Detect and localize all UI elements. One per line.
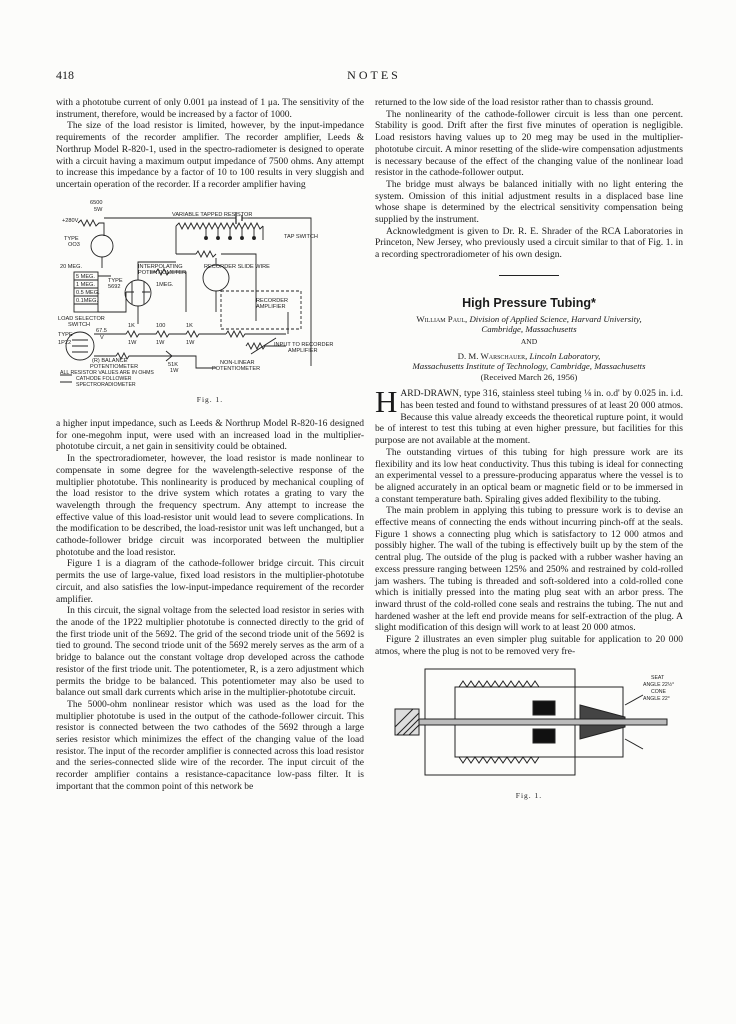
- fig-label: TYPE: [58, 331, 73, 338]
- left-column: [56, 97, 364, 793]
- paragraph: a higher input impedance, such as Leeds & Northrup Model R-820-16 designed for one-megohm input, were used with an increased load in the multiplier-phototube circuit, a net gain in sensitivity could be obtained.: [56, 418, 364, 453]
- fig-label: POTENTIOMETER: [212, 365, 261, 372]
- fig-label: RECORDER: [256, 297, 289, 304]
- article-title: High Pressure Tubing*: [462, 295, 596, 310]
- fig-label: 67.5: [96, 327, 107, 334]
- fig-label: 5W: [94, 206, 103, 213]
- fig-label: 1P22: [58, 339, 72, 346]
- paragraph: The 5000-ohm nonlinear resistor which was used as the load for the multiplier phototube is used in the output of the cathode-follower circuit. This resistor is connected between the two cathodes of the 5692 through a large series resistor which minimizes the effect of the changing value of the load resistor. The input of the recorder amplifier is connected across this load resistor and the series-connected slide wire of the recorder. The input circuit of the recorder amplifier contains a resistance-capacitance low-pass filter. It is important that the common point of this network be: [56, 698, 364, 792]
- paragraph: Figure 1 is a diagram of the cathode-follower bridge circuit. This circuit permits the use of large-value, fixed load resistors in the multiplier-phototube circuit, and also satisfies the low-input-impedance requirement of the recorder amplifier.: [56, 558, 364, 605]
- fig-label: SEAT: [651, 675, 665, 682]
- paragraph: Acknowledgment is given to Dr. R. E. Shrader of the RCA Laboratories in Princeton, New Jersey, who previously used a circuit similar to that of Fig. 1. in a recording spectroradiometer of his own design.: [375, 225, 683, 261]
- paragraph: In this circuit, the signal voltage from the selected load resistor in series with the anode of the 1P22 multiplier phototube is connected directly to the grid of the first triode unit of the 5692. The grid of the second triode unit of the 5692 is tied to ground. The second triode unit of the 5692 merely serves as the arm of a bridge to balance out the constant voltage drop developed across the cathode resistor of the first triode unit. The potentiometer, R, is a zero adjustment which permits the bridge to be balanced. This potentiometer may also be used to balance out small dark currents which arise in the multiplier-phototube circuit.: [56, 605, 364, 699]
- paragraph: The bridge must always be balanced initially with no light entering the system. Omission of this initial adjustment results in a displaced base line whose shape is determined by the electrical sensitivity compensation being supplied by the instrument.: [375, 178, 683, 226]
- running-title: NOTES: [347, 68, 401, 82]
- fig-label: 1W: [156, 339, 165, 346]
- paragraph: returned to the low side of the load resistor rather than to chassis ground.: [375, 97, 654, 108]
- fig-label: 5 MEG.: [76, 273, 95, 280]
- paragraph: The size of the load resistor is limited, however, by the input-impedance requirements of the recorder amplifier. The recorder amplifier, Leeds & Northrup Model R-820-1, used in the spectro-radiometer is designed to operate with a circuit having a maximum output impedance of 7500 ohms. Any attempt to increase this impedance by a factor of 10 to 100 results in very sluggish and uncertain operation of the recorder. If a recorder amplifier having: [56, 120, 364, 190]
- and-separator: AND: [520, 337, 538, 347]
- fig-label: NON-LINEAR: [220, 359, 255, 366]
- plug-diagram-figure: [375, 665, 683, 787]
- page-number: 418: [56, 68, 74, 82]
- paragraph: In the spectroradiometer, however, the load resistor is made nonlinear to compensate in some degree for the wavelength-selective response of the multiplier phototube. This nonlinearity is produced by mechanical coupling of the load resistor to the drive system which rotates a grating to vary the wavelength through the frequency spectrum. Any attempt to increase the effective value of this load-resistor unit would lead to severe complications. In the modification to be described, the load-resistor unit was left unchanged, but a cathode-follower bridge circuit was incorporated between the multiplier phototube and the load resistor.: [56, 453, 364, 558]
- fig-label: 1 MEG.: [76, 281, 95, 288]
- author-affiliation: Cambridge, Massachusetts: [481, 323, 577, 334]
- fig-label: TYPE: [108, 277, 123, 284]
- fig-label: ANGLE 22½°: [643, 682, 675, 689]
- fig-label: LOAD SELECTOR: [58, 315, 105, 322]
- fig-label: 1W: [128, 339, 137, 346]
- figure-caption: Fig. 1.: [515, 791, 543, 801]
- fig-label: 1W: [170, 367, 179, 374]
- fig-label: 0.5 MEG.: [76, 289, 100, 296]
- author-name: William Paul,: [416, 313, 468, 324]
- received-date: (Received March 26, 1956): [480, 371, 578, 382]
- fig-label: 100: [156, 322, 166, 329]
- fig-label: CATHODE FOLLOWER: [76, 375, 132, 382]
- page-header: [56, 68, 692, 84]
- fig-label: AMPLIFIER: [288, 347, 318, 354]
- paragraph: The main problem in applying this tubing to pressure work is to devise an effective means of connecting the ends without incurring pinch-off at the seals. Figure 1 shows a connecting plug which is satisfactory to 12 000 atmos and possibly higher. The wall of the tubing is effectively built up by the stem of the central plug. The outside of the plug is packed with a rubber washer having an excess pressure ranging between 125% and 250% and restrained by cold-rolled jam washers. The tubing is threaded and soft-soldered into a cold-rolled cone which is initially pressed into the mating plug seat with an arbor press. The inward thrust of the cold-rolled cone seals and restrains the tubing. The nut and hardened washer at the left end provide means for self-extraction of the plug. A slight modification of this design will work to at least 20 000 atmos.: [375, 505, 683, 634]
- author-affiliation: Massachusetts Institute of Technology, Cambridge, Massachusetts: [412, 361, 646, 372]
- fig-label: SWITCH: [68, 321, 91, 328]
- fig-label: TAP SWITCH: [284, 233, 318, 240]
- paragraph: The nonlinearity of the cathode-follower circuit is less than one percent. Stability is good. Drift after the first five minutes of operation is negligible. Load resistors having values up to 20 meg may be used in the multiplier-phototube circuit. A minor resetting of the slide-wire compensation adjustments is necessary because of the effect of the changing value of the nonlinear load resistor in the cathode-follower output.: [375, 108, 683, 179]
- fig-label: POTENTIOMETER: [90, 363, 139, 370]
- fig-label: +280V: [62, 217, 79, 224]
- fig-label: 1MEG.: [156, 281, 174, 288]
- author-block: [375, 314, 683, 372]
- fig-label: VARIABLE TAPPED RESISTOR: [172, 211, 253, 218]
- fig-label: POTENTIOMETER: [138, 269, 187, 276]
- circuit-diagram: [56, 196, 364, 388]
- fig-label: ALL RESISTOR VALUES ARE IN OHMS: [60, 369, 154, 376]
- section-divider: [499, 275, 559, 276]
- author-name: D. M. Warschauer,: [457, 350, 528, 361]
- fig-label: 5692: [108, 283, 121, 290]
- fig-label: 20 MEG.: [60, 263, 83, 270]
- paragraph: The outstanding virtues of this tubing for high pressure work are its flexibility and its low heat conductivity. Thus this tubing is ideal for connecting an experimental vessel to a pressure-producing apparatus where the vessel is to be aligned accurately in an optical beam or magnetic field or to be immersed in a constant temperature bath. Spiraling gives added flexibility to the tubing.: [375, 446, 683, 505]
- paragraph: Figure 2 illustrates an even simpler plug suitable for application to 20 000 atmos, where the plug is not to be removed very fre-: [375, 634, 683, 657]
- fig-label: INPUT TO RECORDER: [274, 341, 334, 348]
- drop-cap: H: [375, 384, 398, 420]
- fig-label: ANGLE 22°: [643, 696, 670, 703]
- fig-label: 0.1MEG.: [76, 297, 99, 304]
- fig-label: V: [100, 334, 104, 341]
- circuit-diagram-figure: [56, 196, 364, 392]
- fig-label: 1W: [186, 339, 195, 346]
- paragraph-text: ARD-DRAWN, type 316, stainless steel tubing ⅛ in. o.d' by 0.025 in. i.d. has been tested and found to withstand pressures of at least 20 000 atmos. Because this value already exceeds the theoretical rupture point, it would be of interest to test this tubing at even higher pressure, but facilities for this purpose are not available at the moment.: [375, 388, 683, 447]
- fig-label: TYPE: [64, 235, 79, 242]
- fig-label: OO3: [68, 241, 80, 248]
- fig-label: CONE: [651, 689, 666, 696]
- fig-label: AMPLIFIER: [256, 303, 286, 310]
- paragraph: with a phototube current of only 0.001 μa instead of 1 μa. The sensitivity of the instrument, therefore, would be increased by a factor of 1000.: [56, 97, 364, 120]
- fig-label: 6500: [90, 199, 103, 206]
- fig-label: RECORDER SLIDE WIRE: [204, 263, 270, 270]
- right-column: [375, 97, 683, 802]
- fig-label: 1K: [186, 322, 193, 329]
- fig-label: 1K: [128, 322, 135, 329]
- author-affiliation: Lincoln Laboratory,: [529, 350, 601, 361]
- fig-label: INTERPOLATING: [138, 263, 183, 270]
- fig-label: 51K: [168, 361, 178, 368]
- fig-label: SPECTRORADIOMETER: [76, 381, 136, 388]
- fig-label: (R) BALANCE: [92, 357, 128, 364]
- paragraph: [375, 384, 683, 447]
- figure-caption: Fig. 1.: [196, 395, 224, 405]
- author-affiliation: Division of Applied Science, Harvard University,: [469, 313, 642, 324]
- plug-diagram: [375, 665, 683, 783]
